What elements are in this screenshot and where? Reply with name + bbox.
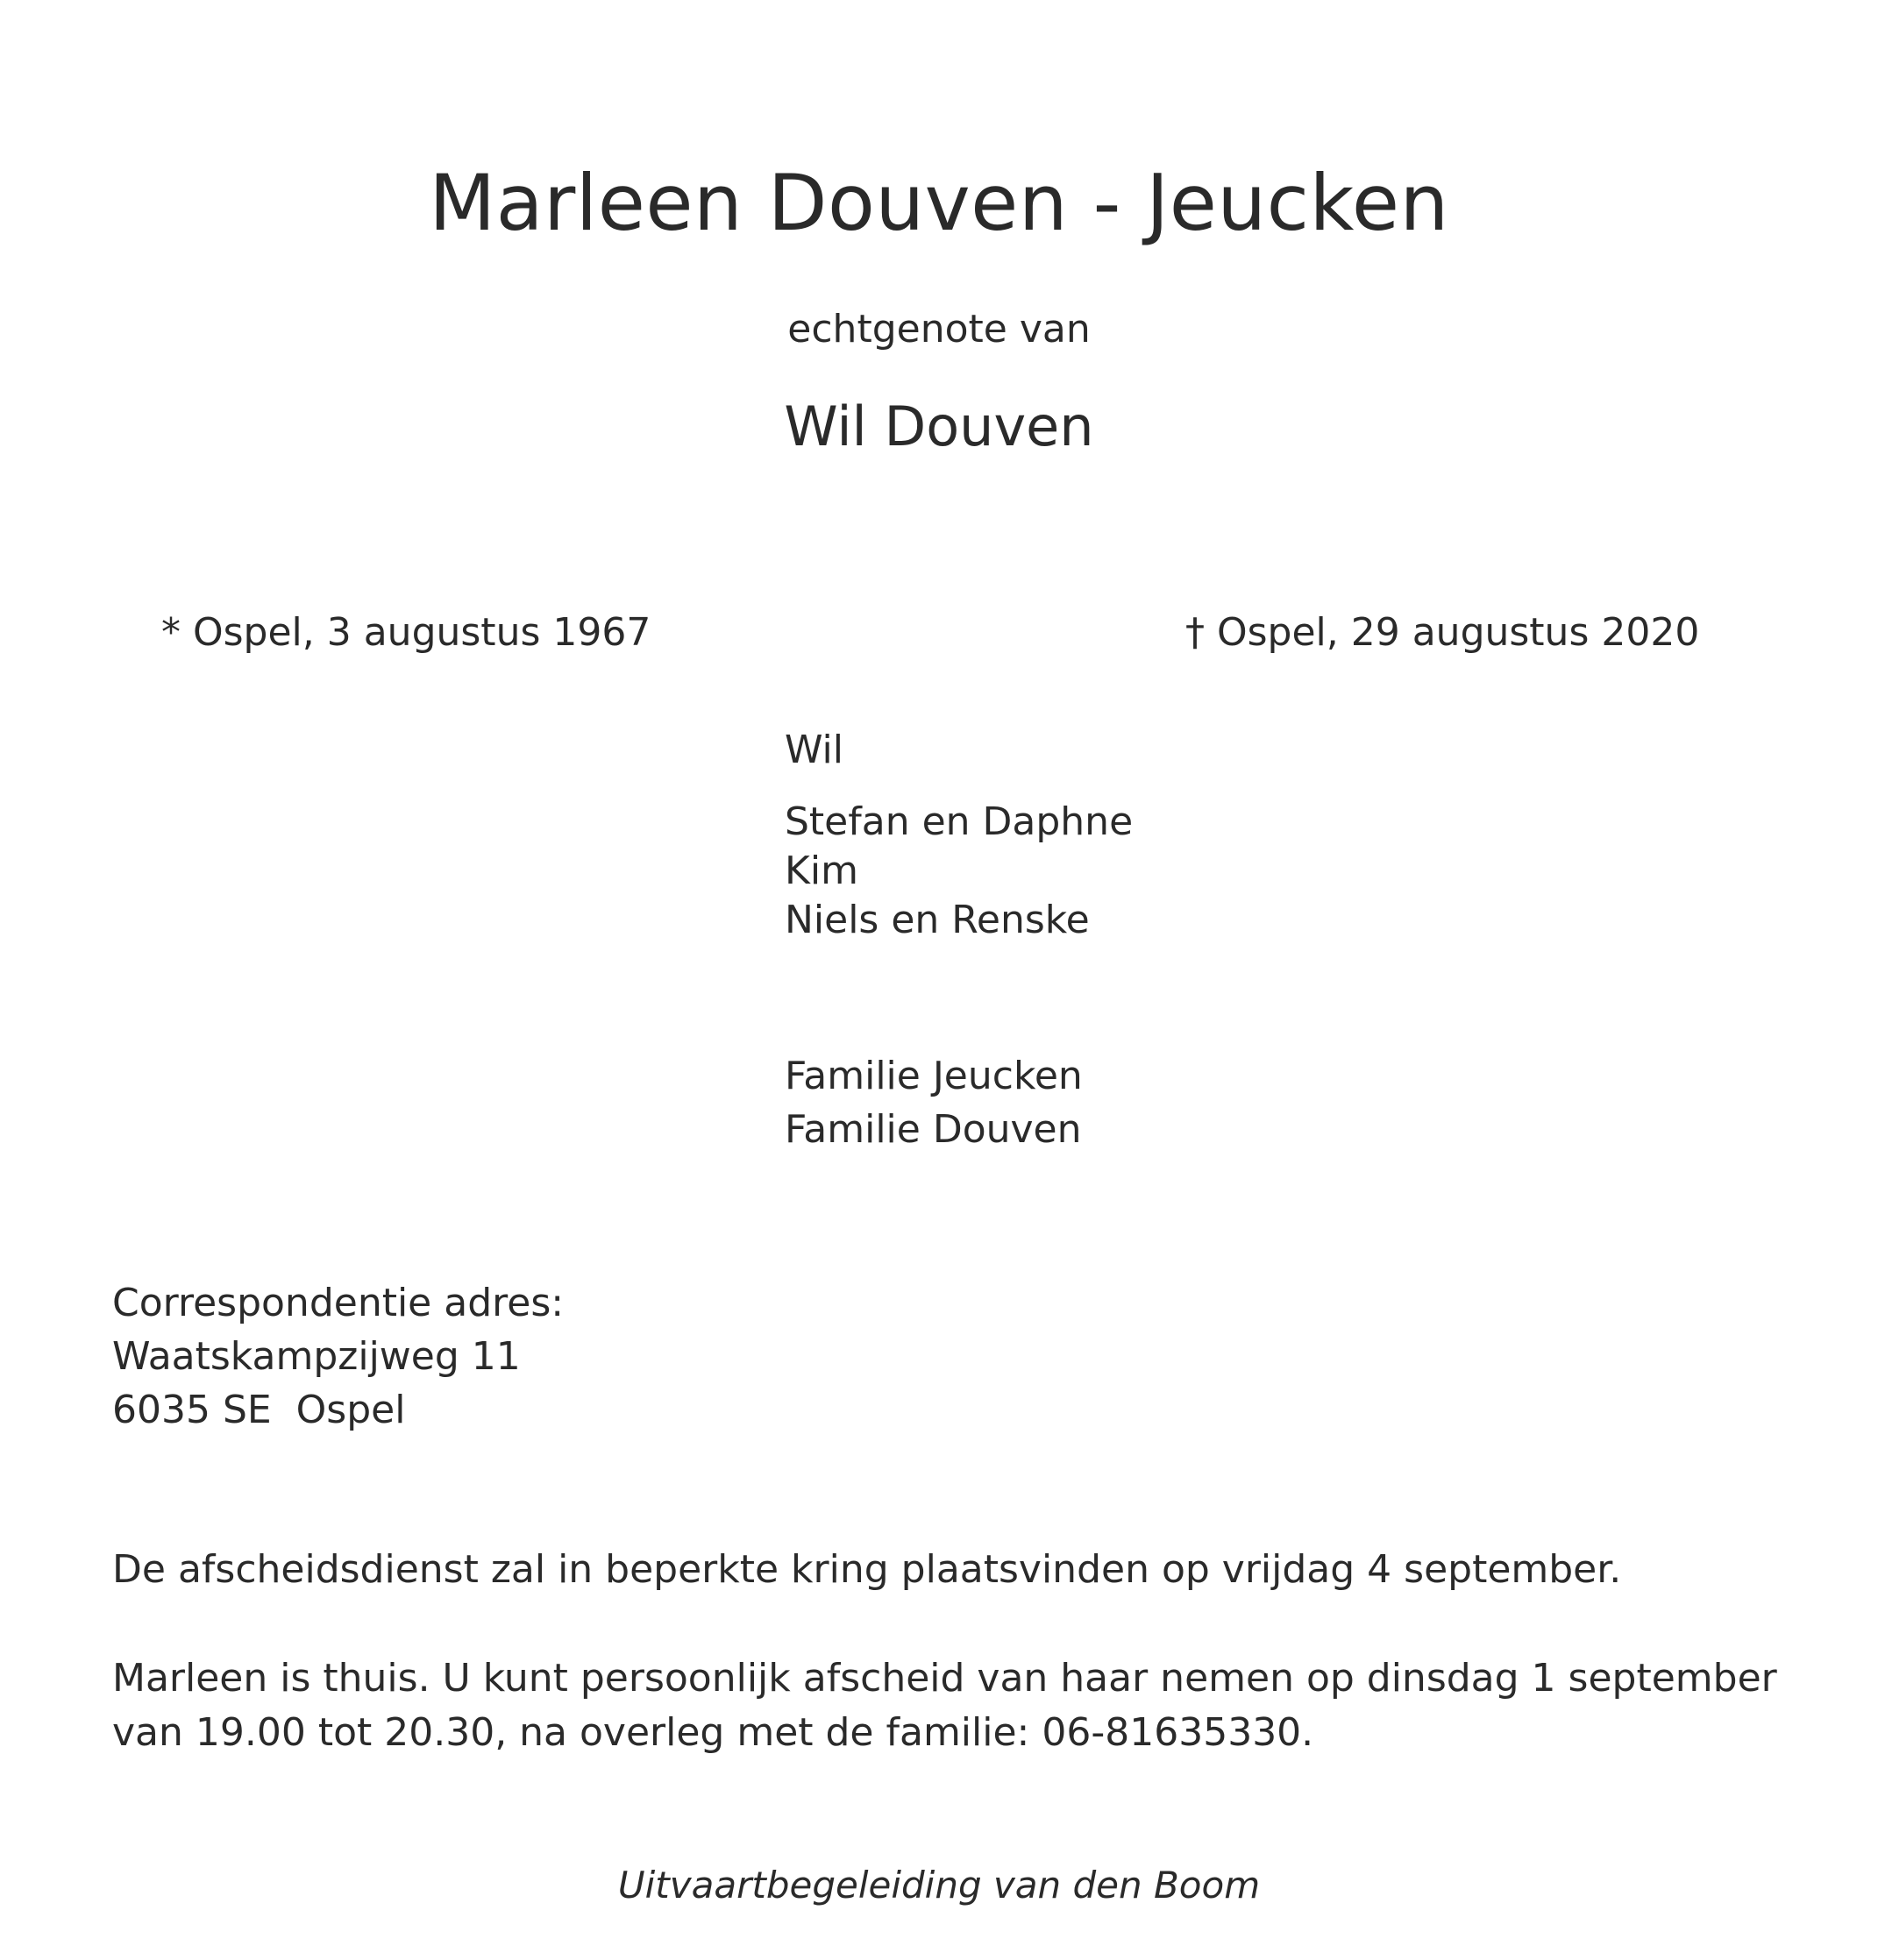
service-text: De afscheidsdienst zal in beperkte kring plaatsvinden op vrijdag 4 september.	[112, 1547, 1622, 1592]
deceased-name: Marleen Douven - Jeucken	[429, 158, 1449, 248]
list-item: Familie Douven	[785, 1107, 1082, 1152]
funeral-director: Uitvaartbegeleiding van den Boom	[617, 1864, 1261, 1907]
visitation-line: Marleen is thuis. U kunt persoonlijk afscheid van haar nemen op dinsdag 1 september	[112, 1656, 1777, 1701]
birth-date: * Ospel, 3 augustus 1967	[161, 610, 651, 655]
death-date: † Ospel, 29 augustus 2020	[1185, 610, 1700, 655]
address-postal-city: 6035 SE Ospel	[112, 1388, 406, 1432]
spouse-name: Wil Douven	[784, 394, 1094, 458]
correspondence-address	[112, 1276, 564, 1437]
list-item: Stefan en Daphne	[785, 799, 1134, 844]
address-street: Waatskampzijweg 11	[112, 1334, 521, 1379]
spouse-label: echtgenote van	[787, 307, 1091, 352]
children-list	[785, 798, 1133, 945]
address-label: Correspondentie adres:	[112, 1281, 565, 1325]
list-item: Familie Jeucken	[785, 1054, 1083, 1098]
families-list	[785, 1052, 1083, 1159]
list-item: Kim	[785, 849, 858, 893]
visitation-text	[112, 1651, 1777, 1760]
family-spouse: Wil	[785, 728, 843, 772]
list-item: Niels en Renske	[785, 898, 1090, 942]
visitation-line: van 19.00 tot 20.30, na overleg met de familie: 06-81635330.	[112, 1710, 1314, 1755]
